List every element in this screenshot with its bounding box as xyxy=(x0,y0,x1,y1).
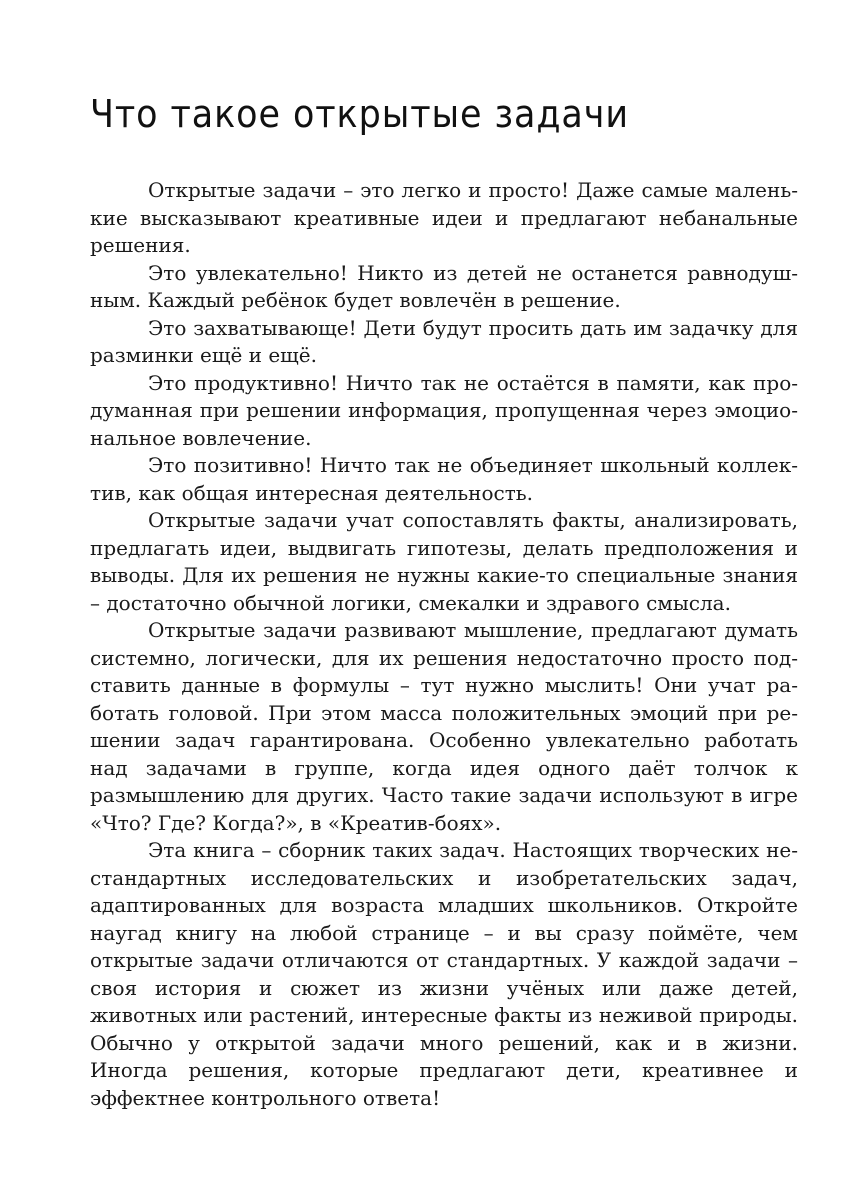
body-text xyxy=(90,177,798,1112)
paragraph-5: Это позитивно! Ничто так не объединяет школьный коллектив, как общая интересная деятельность. xyxy=(90,453,798,505)
paragraph-4: Это продуктивно! Ничто так не остаётся в памяти, как продуманная при решении информация, пропущенная через эмоциональное вовлечение. xyxy=(90,370,798,450)
paragraph-3: Это захватывающе! Дети будут просить дать им задачку для разминки ещё и ещё. xyxy=(90,315,798,367)
paragraph-7: Открытые задачи развивают мышление, предлагают думать системно, логически, для их решения недостаточно просто подставить данные в формулы – тут нужно мыслить! Они учат работать головой. При этом масса положительных эмоций при решении задач гарантирована. Особенно увлекательно работать над задачами в группе, когда идея одного даёт толчок к размышлению для других. Часто такие задачи используют в игре «Что? Где? Когда?», в «Креатив-боях». xyxy=(90,618,798,835)
paragraph-1: Открытые задачи – это легко и просто! Даже самые маленькие высказывают креативные идеи и предлагают небанальные решения. xyxy=(90,178,798,257)
paragraph-6: Открытые задачи учат сопоставлять факты, анализировать, предлагать идеи, выдвигать гипотезы, делать предположения и выводы. Для их решения не нужны какие-то специальные знания – достаточно обычной логики, смекалки и здравого смысла. xyxy=(90,508,798,615)
paragraph-2: Это увлекательно! Никто из детей не останется равнодушным. Каждый ребёнок будет вовлечён в решение. xyxy=(90,260,798,312)
paragraph-8: Эта книга – сборник таких задач. Настоящих творческих нестандартных исследовательских и изобретательских задач, адаптированных для возраста младших школьников. Откройте наугад книгу на любой странице – и вы сразу поймёте, чем открытые задачи отличаются от стандартных. У каждой задачи – своя история и сюжет из жизни учёных или даже детей, животных или растений, интересные факты из неживой природы. Обычно у открытой задачи много решений, как и в жизни. Иногда решения, которые предлагают дети, креативнее и эффектнее контрольного ответа! xyxy=(90,838,798,1110)
page-title: Что такое открытые задачи xyxy=(90,92,629,136)
